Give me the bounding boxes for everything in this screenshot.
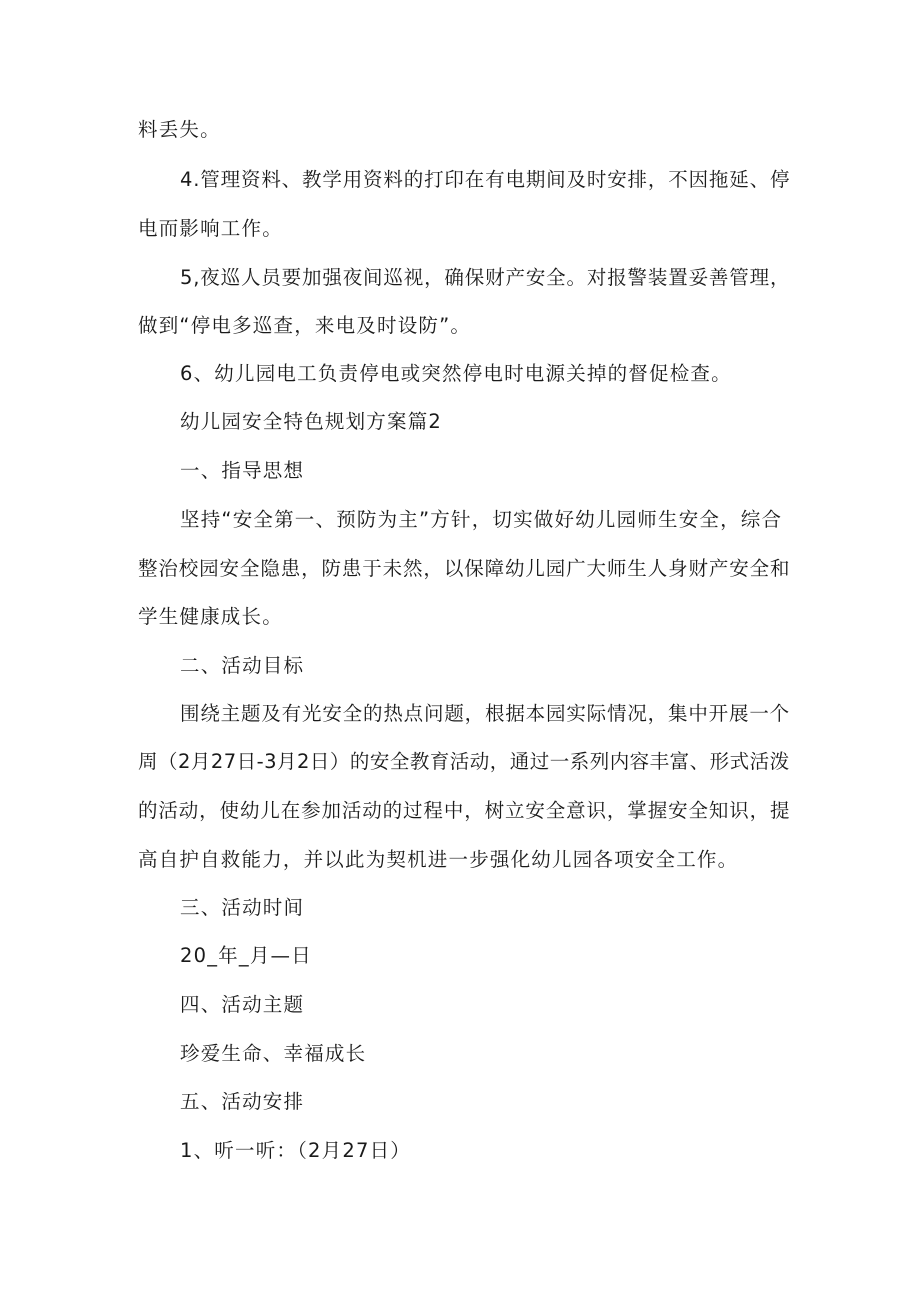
paragraph-line: 料丢失。 [138, 118, 221, 141]
section-heading: 三、活动时间 [180, 896, 305, 919]
section-heading: 一、指导思想 [180, 459, 305, 482]
paragraph-line: 围绕主题及有光安全的热点问题，根据本园实际情况，集中开展一个 [180, 702, 791, 725]
paragraph-line: 1、听一听：（2月27日） [180, 1139, 411, 1162]
paragraph-line: 20_年_月—日 [180, 944, 312, 967]
paragraph-line: 5,夜巡人员要加强夜间巡视，确保财产安全。对报警装置妥善管理， [180, 266, 791, 289]
section-title: 幼儿园安全特色规划方案篇2 [180, 410, 443, 433]
section-heading: 五、活动安排 [180, 1090, 305, 1113]
paragraph-line: 学生健康成长。 [138, 605, 283, 628]
paragraph-line: 6、幼儿园电工负责停电或突然停电时电源关掉的督促检查。 [180, 362, 732, 385]
paragraph-line: 的活动，使幼儿在参加活动的过程中，树立安全意识，掌握安全知识，提 [138, 799, 791, 822]
section-heading: 四、活动主题 [180, 993, 305, 1016]
paragraph-line: 做到“停电多巡查，来电及时设防”。 [138, 314, 472, 337]
paragraph-line: 电而影响工作。 [138, 217, 283, 240]
paragraph-line: 整治校园安全隐患，防患于未然，以保障幼儿园广大师生人身财产安全和 [138, 557, 791, 580]
paragraph-line: 珍爱生命、幸福成长 [180, 1042, 367, 1065]
paragraph-line: 4.管理资料、教学用资料的打印在有电期间及时安排，不因拖延、停 [180, 168, 791, 191]
paragraph-line: 周（2月27日-3月2日）的安全教育活动，通过一系列内容丰富、形式活泼 [138, 750, 790, 773]
paragraph-line: 高自护自救能力，并以此为契机进一步强化幼儿园各项安全工作。 [138, 848, 739, 871]
section-heading: 二、活动目标 [180, 654, 305, 677]
paragraph-line: 坚持“安全第一、预防为主”方针，切实做好幼儿园师生安全，综合 [180, 508, 783, 531]
